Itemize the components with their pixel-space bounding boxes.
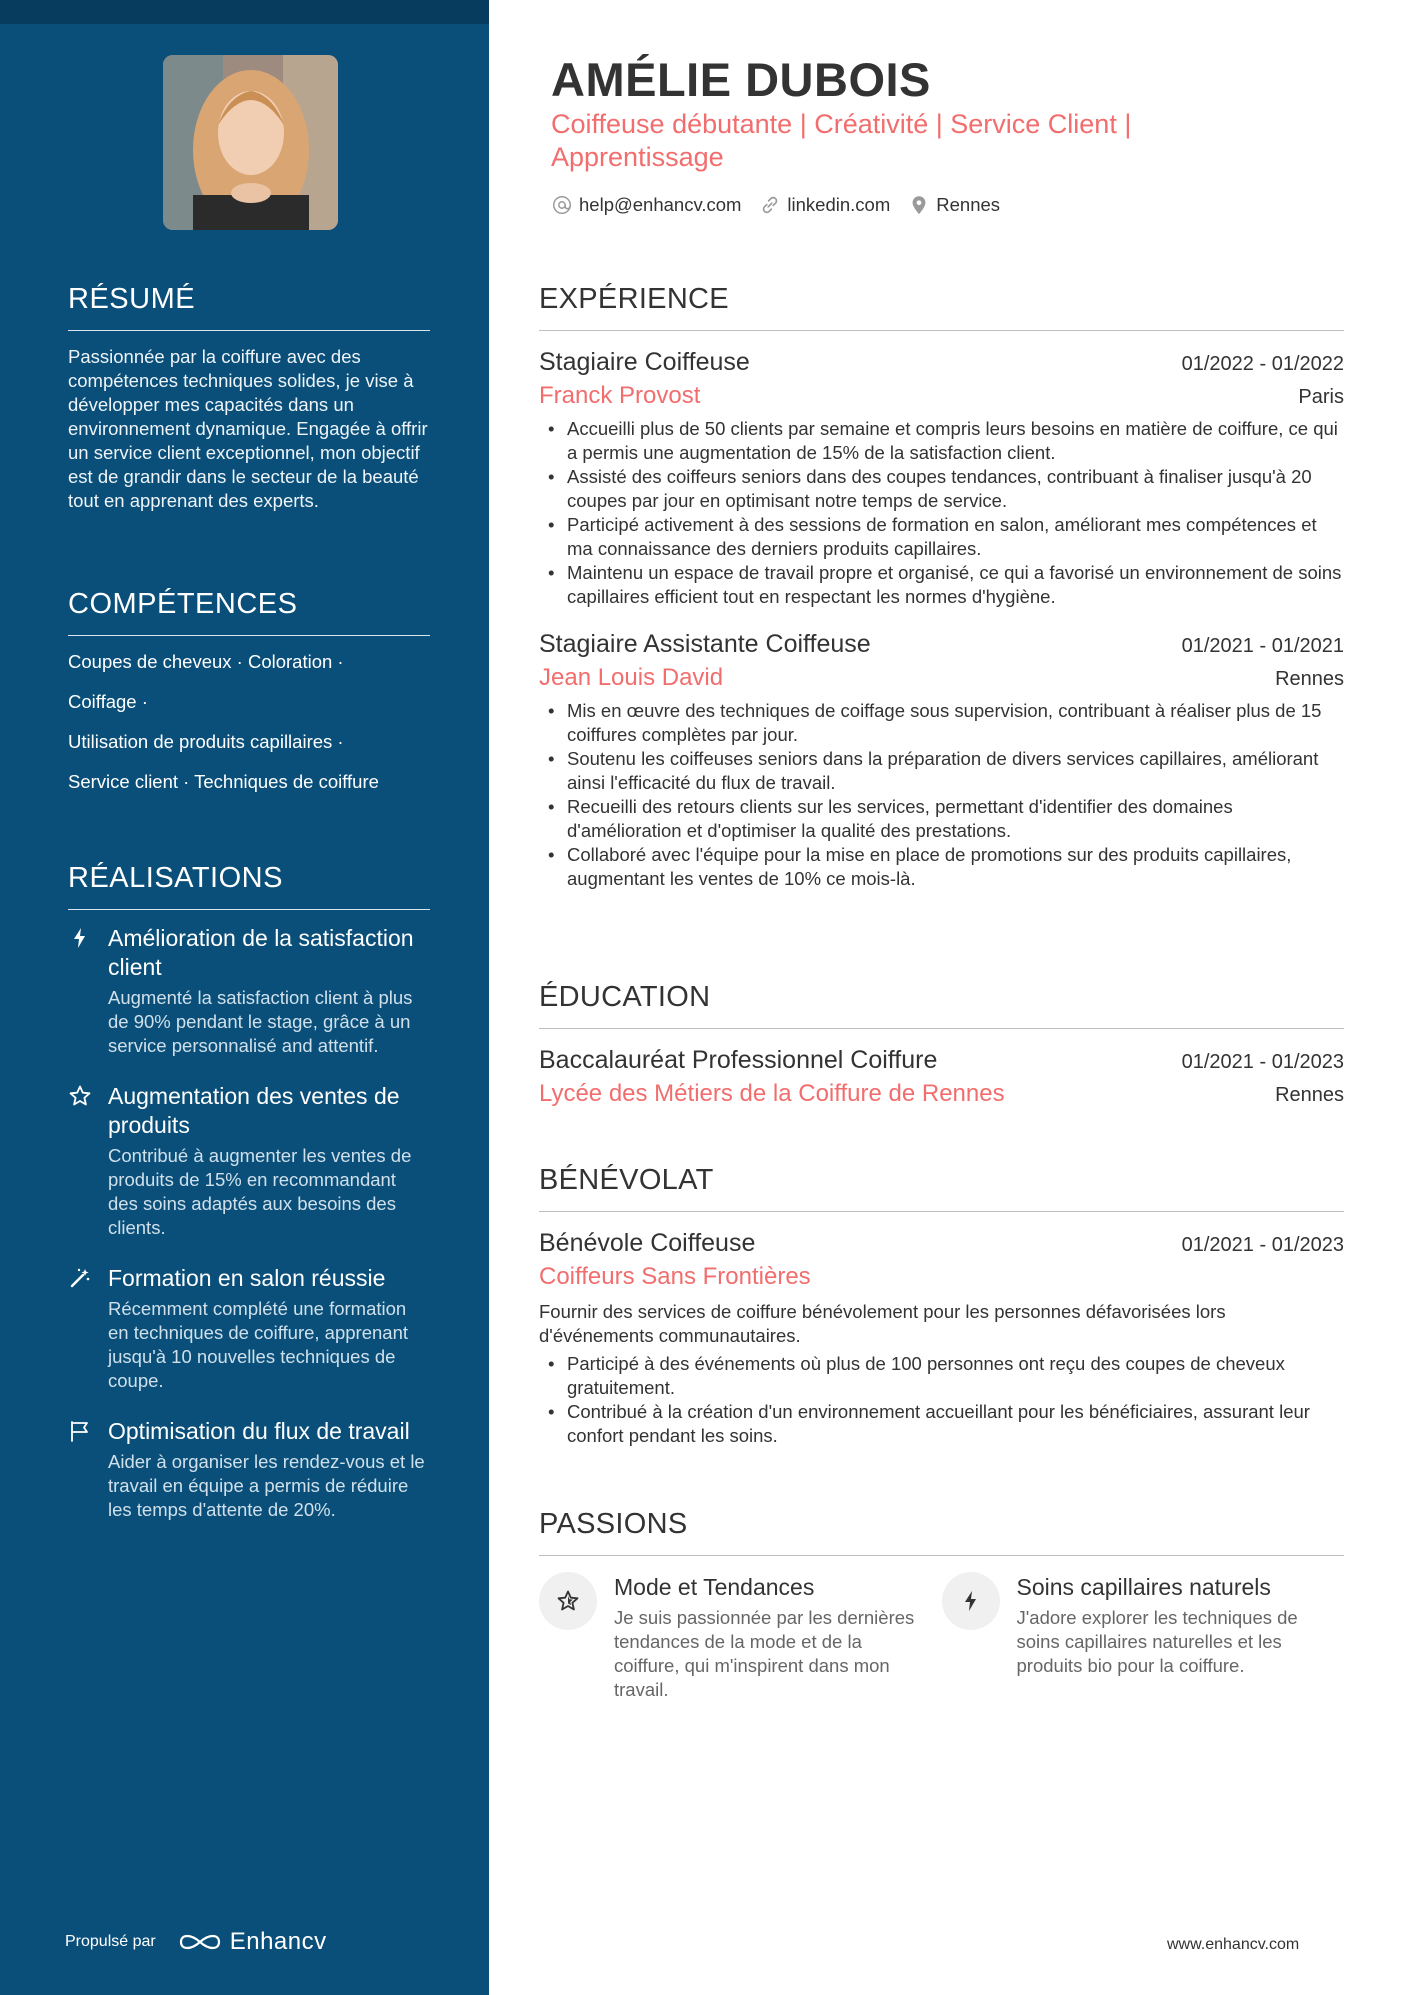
lightning-icon bbox=[942, 1572, 1000, 1630]
skill-line: Coiffage · bbox=[68, 691, 148, 712]
volunteer-title: BÉNÉVOLAT bbox=[539, 1164, 1344, 1212]
footer-url[interactable]: www.enhancv.com bbox=[1167, 1936, 1300, 1953]
passion-desc: J'adore explorer les techniques de soins capillaires naturelles et les produits bio pour la coiffure. bbox=[1016, 1607, 1298, 1676]
contact-linkedin[interactable] bbox=[759, 194, 890, 216]
contact-location bbox=[908, 194, 1000, 216]
achievement-desc: Augmenté la satisfaction client à plus de 90% pendant le stage, grâce à un service personnalisé and attentif. bbox=[108, 987, 413, 1056]
contact-linkedin-text: linkedin.com bbox=[787, 194, 891, 215]
flag-icon bbox=[68, 1419, 92, 1443]
passions-list bbox=[539, 1572, 1344, 1702]
achievement-item bbox=[68, 1417, 430, 1522]
achievement-title: Optimisation du flux de travail bbox=[108, 1418, 410, 1444]
entry-title: Bénévole Coiffeuse bbox=[539, 1229, 756, 1257]
bullet-item: • Mis en œuvre des techniques de coiffage sous supervision, contribuant à réaliser plus de 15 coiffures complètes par jour. bbox=[539, 699, 1344, 747]
achievement-title: Formation en salon réussie bbox=[108, 1265, 386, 1291]
powered-by-text: Propulsé par bbox=[65, 1933, 156, 1950]
passions-title: PASSIONS bbox=[539, 1508, 1344, 1556]
entry-bullets bbox=[539, 699, 1344, 891]
passion-title: Soins capillaires naturels bbox=[1016, 1574, 1271, 1600]
passion-item bbox=[942, 1572, 1345, 1702]
skills-title: COMPÉTENCES bbox=[68, 588, 430, 636]
profile-photo bbox=[163, 55, 338, 230]
magic-wand-icon bbox=[68, 1266, 92, 1290]
bullet-item: • Soutenu les coiffeuses seniors dans la préparation de divers services capillaires, améliorant ainsi l'efficacité du flux de travail. bbox=[539, 747, 1344, 795]
summary-section bbox=[68, 283, 430, 513]
achievement-title: Amélioration de la satisfaction client bbox=[108, 925, 414, 980]
enhancv-brand: Enhancv bbox=[229, 1928, 327, 1955]
entry-date: 01/2022 - 01/2022 bbox=[1181, 353, 1344, 375]
headline: Coiffeuse débutante | Créativité | Service Client | Apprentissage bbox=[551, 109, 1132, 172]
entry-title: Baccalauréat Professionnel Coiffure bbox=[539, 1046, 938, 1074]
sidebar bbox=[0, 0, 489, 1995]
summary-text: Passionnée par la coiffure avec des compétences techniques solides, je vise à développer mes capacités dans un environnement dynamique. Engagée à offrir un service client exceptionnel, mon objectif est de grandir dans le secteur de la beauté tout en apprenant des experts. bbox=[68, 346, 428, 511]
candidate-name: AMÉLIE DUBOIS bbox=[551, 53, 931, 106]
bullet-item: • Recueilli des retours clients sur les services, permettant d'identifier des domaines d'amélioration et d'optimiser la qualité des prestations. bbox=[539, 795, 1344, 843]
lightning-icon bbox=[68, 926, 92, 950]
experience-entry bbox=[539, 345, 1344, 609]
skill-line: Utilisation de produits capillaires · bbox=[68, 731, 344, 752]
bullet-item: • Participé à des événements où plus de 100 personnes ont reçu des coupes de cheveux gratuitement. bbox=[539, 1352, 1344, 1400]
entry-org: Franck Provost bbox=[539, 382, 701, 409]
skills-section bbox=[68, 588, 430, 810]
passions-section bbox=[539, 1508, 1344, 1702]
achievements-title: RÉALISATIONS bbox=[68, 862, 430, 910]
entry-bullets bbox=[539, 1352, 1344, 1448]
bullet-item: • Accueilli plus de 50 clients par semaine et compris leurs besoins en matière de coiffure, ce qui a permis une augmentation de 15% de la satisfaction client. bbox=[539, 417, 1344, 465]
skill-line: Service client · Techniques de coiffure bbox=[68, 771, 379, 792]
link-icon bbox=[759, 194, 781, 216]
entry-org: Coiffeurs Sans Frontières bbox=[539, 1263, 811, 1290]
star-icon bbox=[539, 1572, 597, 1630]
passion-desc: Je suis passionnée par les dernières tendances de la mode et de la coiffure, qui m'inspirent dans mon travail. bbox=[614, 1607, 915, 1700]
contact-email[interactable] bbox=[551, 194, 741, 216]
star-icon bbox=[68, 1084, 92, 1108]
experience-section bbox=[539, 283, 1344, 891]
entry-org: Jean Louis David bbox=[539, 664, 724, 691]
achievement-desc: Aider à organiser les rendez-vous et le travail en équipe a permis de réduire les temps d'attente de 20%. bbox=[108, 1451, 425, 1520]
achievement-desc: Récemment complété une formation en techniques de coiffure, apprenant jusqu'à 10 nouvelles techniques de coupe. bbox=[108, 1298, 408, 1391]
summary-title: RÉSUMÉ bbox=[68, 283, 430, 331]
entry-date: 01/2021 - 01/2023 bbox=[1181, 1234, 1344, 1256]
contact-location-text: Rennes bbox=[936, 194, 1001, 215]
education-section bbox=[539, 981, 1344, 1111]
passion-title: Mode et Tendances bbox=[614, 1574, 815, 1600]
entry-bullets bbox=[539, 417, 1344, 609]
achievement-item bbox=[68, 1082, 430, 1240]
bullet-item: • Contribué à la création d'un environnement accueillant pour les bénéficiaires, assurant leur confort pendant les soins. bbox=[539, 1400, 1344, 1448]
entry-location: Rennes bbox=[1275, 1084, 1344, 1106]
at-icon bbox=[551, 194, 573, 216]
entry-location: Rennes bbox=[1275, 668, 1344, 690]
skill-line: Coupes de cheveux · Coloration · bbox=[68, 651, 344, 672]
volunteer-section bbox=[539, 1164, 1344, 1448]
entry-description: Fournir des services de coiffure bénévolement pour les personnes défavorisées lors d'événements communautaires. bbox=[539, 1301, 1226, 1346]
achievements-section bbox=[68, 862, 430, 1546]
education-entry bbox=[539, 1043, 1344, 1111]
powered-by bbox=[65, 1928, 327, 1956]
achievement-title: Augmentation des ventes de produits bbox=[108, 1083, 400, 1138]
enhancv-logo-icon bbox=[178, 1930, 222, 1954]
contact-email-text: help@enhancv.com bbox=[579, 194, 742, 215]
experience-title: EXPÉRIENCE bbox=[539, 283, 1344, 331]
achievement-desc: Contribué à augmenter les ventes de produits de 15% en recommandant des soins adaptés aux besoins des clients. bbox=[108, 1145, 412, 1238]
bullet-item: • Participé activement à des sessions de formation en salon, améliorant mes compétences et ma connaissance des derniers produits capillaires. bbox=[539, 513, 1344, 561]
entry-title: Stagiaire Coiffeuse bbox=[539, 348, 750, 376]
sidebar-top-bar bbox=[0, 0, 489, 24]
entry-title: Stagiaire Assistante Coiffeuse bbox=[539, 630, 871, 658]
entry-date: 01/2021 - 01/2021 bbox=[1181, 635, 1344, 657]
experience-entry bbox=[539, 627, 1344, 891]
bullet-item: • Assisté des coiffeurs seniors dans des coupes tendances, contribuant à finaliser jusqu'à 20 coupes par jour en optimisant notre temps de service. bbox=[539, 465, 1344, 513]
volunteer-entry bbox=[539, 1226, 1344, 1448]
achievement-item bbox=[68, 924, 430, 1058]
enhancv-logo[interactable] bbox=[178, 1928, 327, 1956]
bullet-item: • Collaboré avec l'équipe pour la mise en place de promotions sur des produits capillaires, augmentant les ventes de 10% ce mois-là. bbox=[539, 843, 1344, 891]
entry-location: Paris bbox=[1298, 386, 1344, 408]
bullet-item: • Maintenu un espace de travail propre et organisé, ce qui a favorisé un environnement de soins capillaires efficient tout en respectant les normes d'hygiène. bbox=[539, 561, 1344, 609]
passion-item bbox=[539, 1572, 942, 1702]
contact-row bbox=[551, 194, 1000, 216]
location-pin-icon bbox=[908, 194, 930, 216]
entry-date: 01/2021 - 01/2023 bbox=[1181, 1051, 1344, 1073]
entry-org: Lycée des Métiers de la Coiffure de Rennes bbox=[539, 1080, 1005, 1107]
education-title: ÉDUCATION bbox=[539, 981, 1344, 1029]
achievement-item bbox=[68, 1264, 430, 1393]
